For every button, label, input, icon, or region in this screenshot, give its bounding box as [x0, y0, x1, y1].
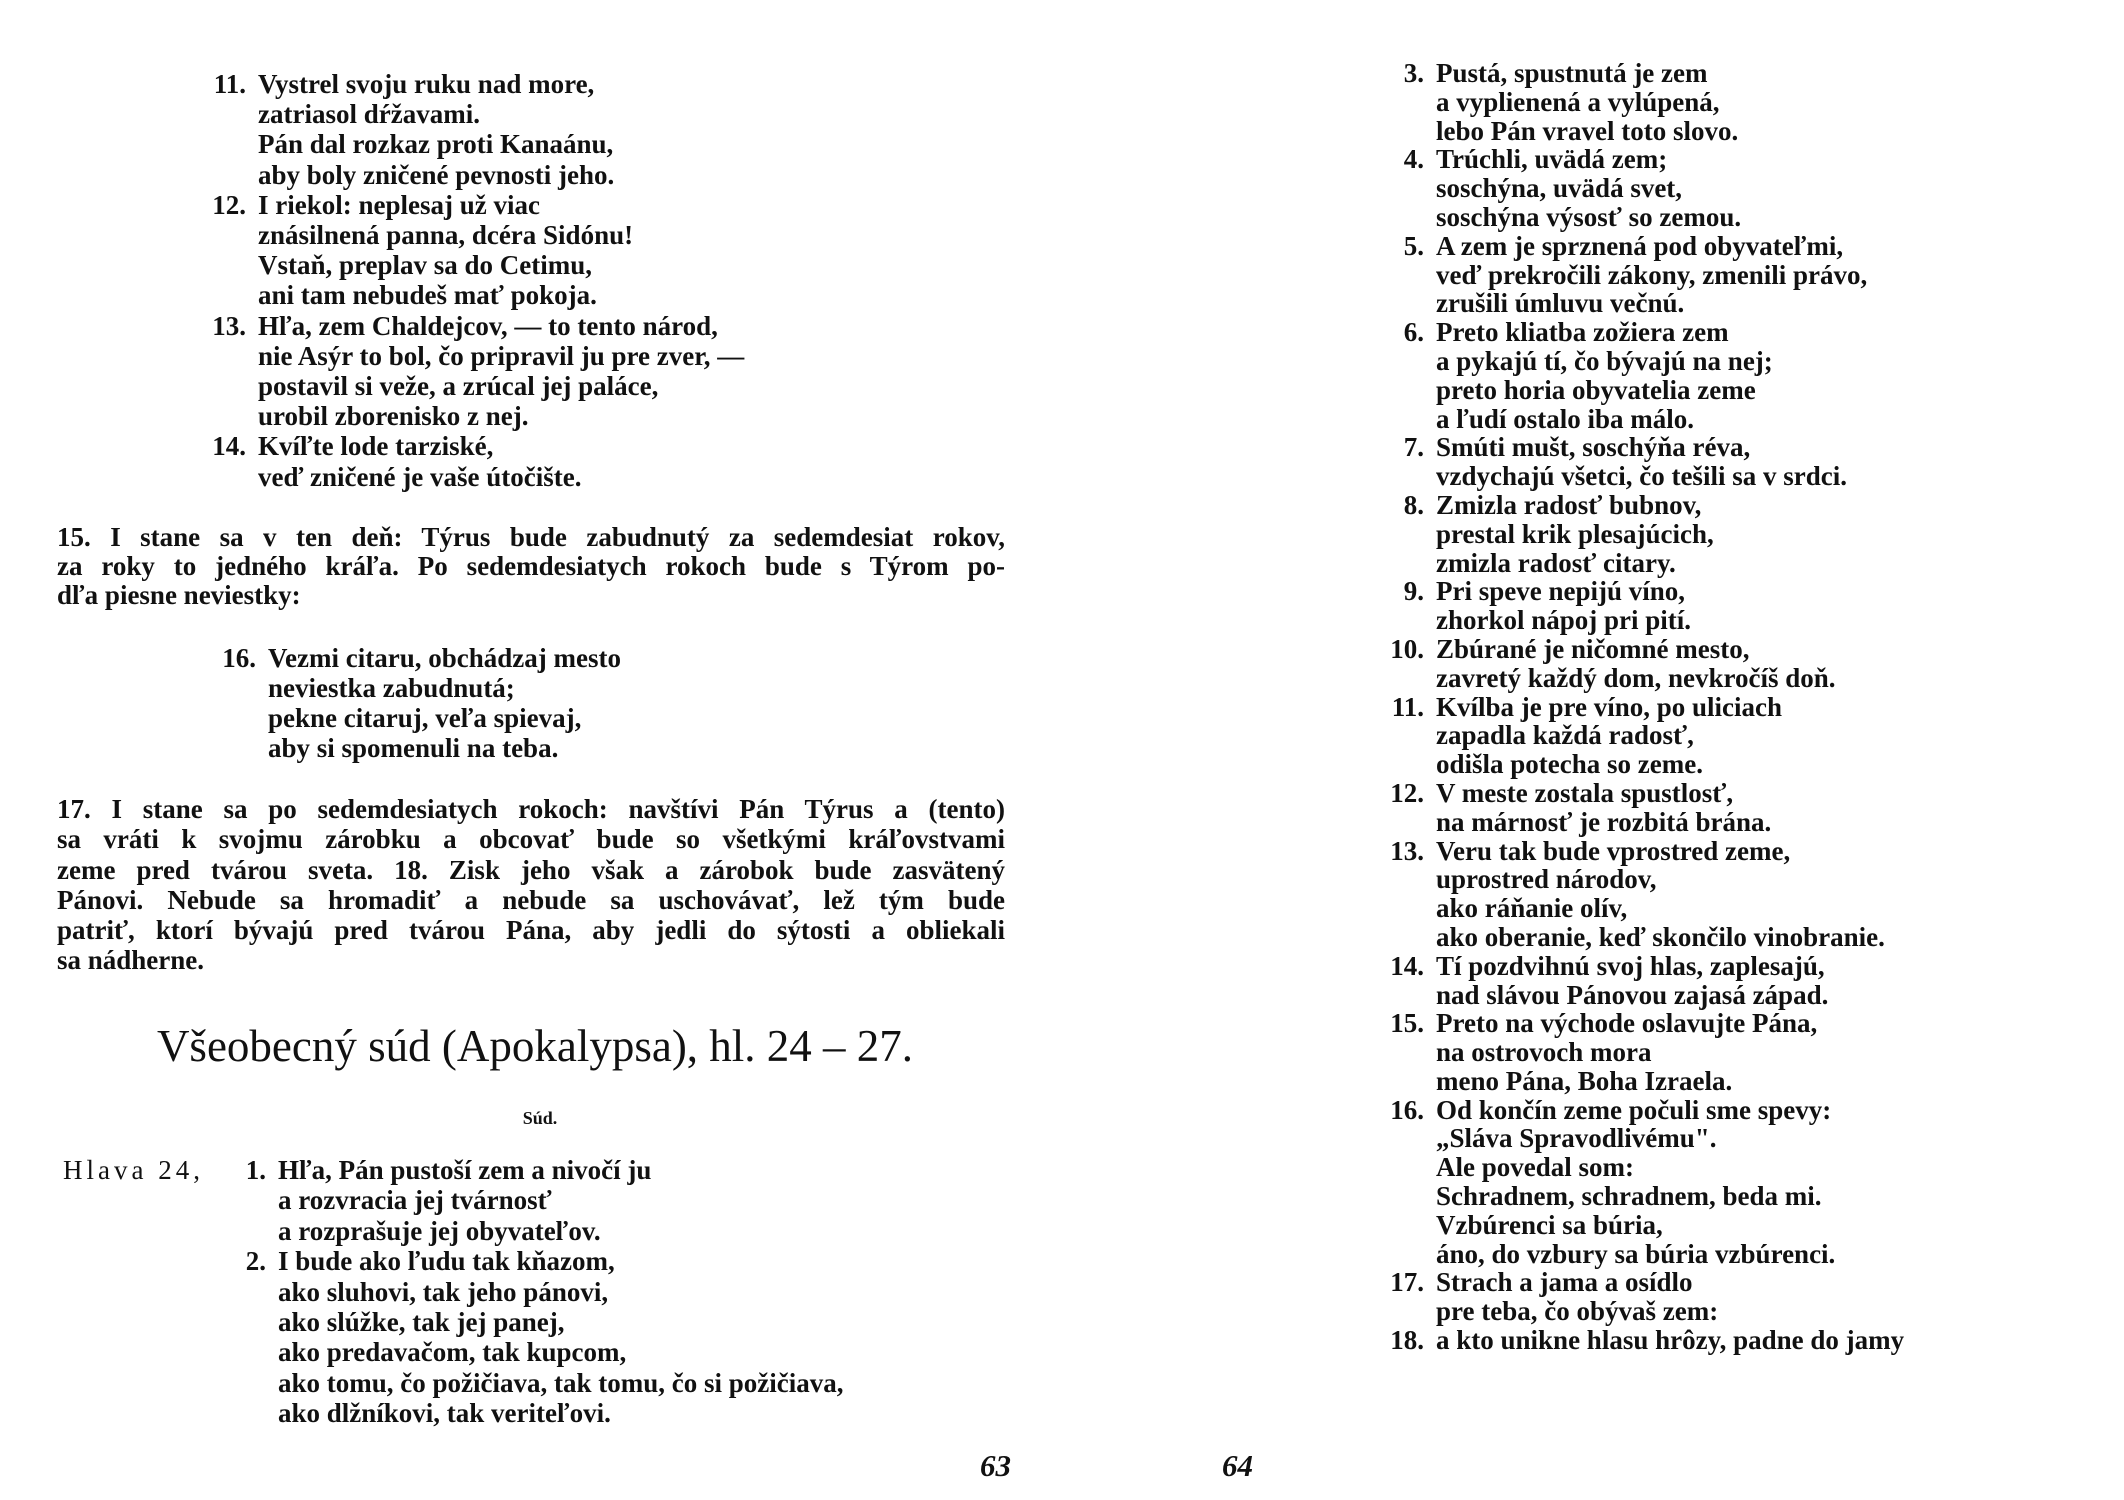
verse-text: áno, do vzbury sa búria vzbúrenci. — [1436, 1238, 1836, 1269]
verse-text: prestal krik plesajúcich, — [1436, 518, 1714, 549]
verse-line — [1390, 1325, 1905, 1356]
paragraph-line: dľa piesne neviestky: — [57, 580, 301, 610]
verse-text: Vezmi citaru, obchádzaj mesto — [268, 643, 621, 673]
verse-text: a ľudí ostalo iba málo. — [1436, 403, 1694, 434]
verse-line — [278, 1307, 843, 1337]
verse-line — [1390, 1008, 1904, 1039]
verse-line — [1436, 117, 1904, 146]
verse-line — [278, 1216, 843, 1246]
verse-number: 16. — [1390, 1094, 1424, 1125]
page-number: 63 — [980, 1448, 1011, 1483]
verse-text: a pykajú tí, čo bývajú na nej; — [1436, 345, 1773, 376]
verse-text: ako dlžníkovi, tak veriteľovi. — [278, 1398, 611, 1429]
verse-line — [1436, 750, 1904, 779]
verse-line — [1436, 894, 1904, 923]
verse-text: Schradnem, schradnem, beda mi. — [1436, 1181, 1822, 1212]
verse-number: 7. — [1403, 432, 1424, 463]
verse-line — [278, 1398, 843, 1428]
verse-line — [1436, 1067, 1904, 1096]
verse-text: a rozvracia jej tvárnosť — [278, 1185, 552, 1216]
verse-line — [1403, 489, 1904, 520]
verse-line — [1403, 58, 1904, 88]
paragraph-verse-15 — [57, 523, 1005, 610]
verse-number: 15. — [1390, 1008, 1424, 1039]
verse-line — [258, 129, 744, 159]
verse-text: Ale povedal som: — [1436, 1152, 1634, 1183]
verse-number: 14. — [212, 431, 246, 462]
verse-text: ani tam nebudeš mať pokoja. — [258, 280, 597, 311]
verse-line — [258, 371, 744, 401]
verse-line — [1390, 950, 1904, 981]
verse-number: 6. — [1403, 317, 1424, 348]
verse-text: zavretý každý dom, nevkročíš doň. — [1436, 662, 1836, 693]
verse-line — [1436, 520, 1904, 549]
verse-line — [258, 341, 744, 371]
verse-line — [278, 1185, 843, 1215]
verse-text: uprostred národov, — [1436, 864, 1657, 895]
verse-number: 12. — [1390, 777, 1424, 808]
verse-text: Hľa, Pán pustoší zem a nivočí ju — [278, 1155, 652, 1185]
verse-number: 5. — [1403, 230, 1424, 261]
verse-text: soschýna výsosť so zemou. — [1436, 201, 1742, 232]
verse-line — [1436, 88, 1904, 117]
verse-line — [1403, 576, 1904, 607]
verse-line — [1436, 1153, 1904, 1182]
verse-line — [1436, 261, 1904, 290]
verse-text: a vyplienená a vylúpená, — [1436, 86, 1720, 117]
verse-text: Kvíľte lode tarziské, — [258, 431, 494, 462]
verse-number: 12. — [212, 189, 246, 220]
verse-line — [1436, 606, 1904, 635]
verse-text: Hľa, zem Chaldejcov, — to tento národ, — [258, 310, 718, 341]
verse-text: postavil si veže, a zrúcal jej paláce, — [258, 371, 659, 402]
verse-text: ako ráňanie olív, — [1436, 893, 1628, 924]
verse-number: 8. — [1403, 489, 1424, 520]
verse-line — [1436, 1297, 1904, 1326]
verse-text: Zbúrané je ničomné mesto, — [1436, 633, 1750, 664]
verse-line — [278, 1368, 843, 1398]
verse-text: I bude ako ľudu tak kňazom, — [278, 1246, 615, 1277]
verse-text: I riekol: neplesaj už viac — [258, 189, 540, 220]
paragraph-line: za roky to jedného kráľa. Po sedemdesiatych rokoch bude s Týrom po- — [57, 551, 1005, 581]
verse-number: 1. — [245, 1155, 266, 1185]
verse-text: Pri speve nepijú víno, — [1436, 576, 1686, 607]
verse-line — [1403, 144, 1904, 175]
verse-block-chapter-24-continued — [1390, 58, 1905, 1356]
verse-number: 3. — [1403, 58, 1424, 88]
verse-text: zhorkol nápoj pri pití. — [1436, 605, 1692, 636]
verse-line — [245, 1246, 843, 1277]
verse-number: 10. — [1390, 633, 1424, 664]
verse-text: ako slúžke, tak jej panej, — [278, 1307, 565, 1338]
verse-number: 11. — [1391, 691, 1424, 722]
right-page — [1062, 0, 2124, 1500]
verse-text: Pán dal rozkaz proti Kanaánu, — [258, 129, 614, 160]
verse-text: nie Asýr to bol, čo pripravil ju pre zver, — — [258, 340, 745, 371]
verse-line — [1436, 174, 1904, 203]
paragraph-line: patriť, ktorí bývajú pred tvárou Pána, aby jedli do sýtosti a obliekali — [57, 915, 1005, 946]
verse-line — [1403, 317, 1904, 348]
verse-line — [1403, 432, 1904, 463]
verse-line — [1436, 405, 1904, 434]
verse-text: Zmizla radosť bubnov, — [1436, 489, 1702, 520]
verse-text: Smúti mušt, soschýňa réva, — [1436, 432, 1751, 463]
verse-text: Preto na východe oslavujte Pána, — [1436, 1008, 1818, 1039]
verse-line — [1436, 923, 1904, 952]
verse-line — [1436, 289, 1904, 318]
verse-text: Tí pozdvihnú svoj hlas, zaplesajú, — [1436, 950, 1825, 981]
verse-text: Kvílba je pre víno, po uliciach — [1436, 691, 1783, 722]
verse-number: 17. — [1390, 1267, 1424, 1298]
verse-line — [1436, 376, 1904, 405]
verse-text: neviestka zabudnutá; — [268, 673, 515, 703]
verse-text: Strach a jama a osídlo — [1436, 1267, 1693, 1298]
verse-text: aby si spomenuli na teba. — [268, 733, 559, 763]
verse-line — [1436, 1211, 1904, 1240]
verse-text: Vstaň, preplav sa do Cetimu, — [258, 250, 593, 281]
verse-text: Veru tak bude vprostred zeme, — [1436, 835, 1791, 866]
chapter-label: Hlava 24, — [63, 1155, 204, 1185]
verse-text: zapadla každá radosť, — [1436, 720, 1694, 751]
verse-line — [1436, 865, 1904, 894]
verse-text: „Sláva Spravodlivému". — [1436, 1123, 1717, 1154]
verse-line — [212, 189, 744, 220]
verse-text: ako oberanie, keď skončilo vinobranie. — [1436, 921, 1885, 952]
verse-text: veď prekročili zákony, zmenili právo, — [1436, 259, 1868, 290]
verse-line — [1436, 664, 1904, 693]
verse-text: nad slávou Pánovou zajasá západ. — [1436, 979, 1829, 1010]
verse-text: ako sluhovi, tak jeho pánovi, — [278, 1276, 609, 1307]
verse-text: Vystrel svoju ruku nad more, — [258, 69, 595, 99]
verse-text: a kto unikne hlasu hrôzy, padne do jamy — [1436, 1325, 1905, 1356]
verse-line — [1436, 462, 1904, 491]
verse-text: znásilnená panna, dcéra Sidónu! — [258, 220, 634, 251]
verse-line — [258, 401, 744, 431]
verse-line — [258, 280, 744, 310]
verse-line — [258, 462, 744, 492]
verse-line — [1390, 633, 1904, 664]
verse-line — [258, 250, 744, 280]
verse-text: A zem je sprznená pod obyvateľmi, — [1436, 230, 1844, 261]
verse-text: zrušili úmluvu večnú. — [1436, 288, 1685, 319]
verse-number: 13. — [212, 310, 246, 341]
verse-line — [245, 1155, 843, 1185]
verse-line — [222, 643, 621, 673]
paragraph-line: 17. I stane sa po sedemdesiatych rokoch: navštívi Pán Týrus a (tento) — [57, 794, 1005, 824]
verse-text: Od končín zeme počuli sme spevy: — [1436, 1094, 1832, 1125]
verse-text: Vzbúrenci sa búria, — [1436, 1209, 1663, 1240]
verse-line — [258, 99, 744, 129]
paragraph-line: sa nádherne. — [57, 945, 205, 976]
verse-line — [268, 733, 621, 763]
verse-line — [258, 220, 744, 250]
verse-line — [268, 673, 621, 703]
verse-line — [1436, 549, 1904, 578]
verse-line — [1390, 1267, 1904, 1298]
verse-text: Preto kliatba zožiera zem — [1436, 317, 1729, 348]
verse-line — [278, 1337, 843, 1367]
verse-line — [1403, 230, 1904, 261]
verse-line — [1390, 1094, 1904, 1125]
verse-text: lebo Pán vravel toto slovo. — [1436, 115, 1739, 146]
verse-line — [213, 69, 744, 99]
verse-line — [212, 431, 744, 462]
verse-text: meno Pána, Boha Izraela. — [1436, 1065, 1733, 1096]
verse-text: Trúchli, uvädá zem; — [1436, 144, 1668, 175]
verse-line — [1436, 1038, 1904, 1067]
verse-text: na márnosť je rozbitá brána. — [1436, 806, 1772, 837]
verse-text: zmizla radosť citary. — [1436, 547, 1676, 578]
verse-text: a rozprašuje jej obyvateľov. — [278, 1215, 601, 1246]
verse-line — [1436, 203, 1904, 232]
verse-line — [1436, 1124, 1904, 1153]
verse-number: 16. — [222, 643, 256, 673]
verse-block-16 — [222, 643, 621, 763]
verse-text: ako predavačom, tak kupcom, — [278, 1337, 627, 1368]
verse-line — [1436, 1240, 1904, 1269]
verse-block-isaiah-23 — [212, 69, 745, 492]
verse-text: zatriasol dŕžavami. — [258, 99, 480, 130]
verse-line — [1390, 835, 1904, 866]
paragraph-line: sa vráti k svojmu zárobku a obcovať bude so všetkými kráľovstvami — [57, 824, 1005, 855]
verse-text: veď zničené je vaše útočište. — [258, 461, 582, 492]
section-subtitle: Súd. — [522, 1108, 558, 1128]
verse-text: odišla potecha so zeme. — [1436, 749, 1703, 780]
verse-text: preto horia obyvatelia zeme — [1436, 374, 1756, 405]
paragraph-verse-17-18 — [57, 794, 1005, 976]
verse-text: ako tomu, čo požičiava, tak tomu, čo si požičiava, — [278, 1367, 844, 1398]
verse-text: vzdychajú všetci, čo tešili sa v srdci. — [1436, 461, 1847, 492]
verse-line — [268, 703, 621, 733]
verse-text: na ostrovoch mora — [1436, 1037, 1652, 1068]
paragraph-line: zeme pred tvárou sveta. 18. Zisk jeho však a zárobok bude zasvätený — [57, 854, 1005, 885]
verse-line — [1436, 1182, 1904, 1211]
verse-line — [212, 310, 744, 341]
verse-number: 11. — [213, 69, 246, 99]
verse-number: 2. — [245, 1246, 266, 1277]
paragraph-line: 15. I stane sa v ten deň: Týrus bude zabudnutý za sedemdesiat rokov, — [57, 522, 1005, 552]
verse-number: 9. — [1403, 576, 1424, 607]
section-title: Všeobecný súd (Apokalypsa), hl. 24 – 27. — [156, 1021, 914, 1071]
verse-number: 14. — [1390, 950, 1424, 981]
verse-line — [1436, 808, 1904, 837]
verse-line — [1390, 777, 1904, 808]
verse-text: pekne citaruj, veľa spievaj, — [268, 703, 582, 733]
verse-line — [1436, 981, 1904, 1010]
verse-number: 4. — [1403, 144, 1424, 175]
verse-block-chapter-24 — [245, 1155, 844, 1429]
verse-line — [1436, 721, 1904, 750]
paragraph-line: Pánovi. Nebude sa hromadiť a nebude sa uschovávať, lež tým bude — [57, 884, 1005, 915]
verse-text: V meste zostala spustlosť, — [1436, 777, 1734, 808]
page-number: 64 — [1222, 1448, 1253, 1483]
verse-text: Pustá, spustnutá je zem — [1436, 58, 1708, 88]
verse-text: soschýna, uvädá svet, — [1436, 173, 1683, 204]
verse-text: pre teba, čo obývaš zem: — [1436, 1296, 1719, 1327]
verse-line — [278, 1277, 843, 1307]
verse-line — [1436, 347, 1904, 376]
verse-number: 13. — [1390, 835, 1424, 866]
verse-line — [258, 160, 744, 190]
verse-text: urobil zborenisko z nej. — [258, 401, 529, 432]
verse-line — [1391, 691, 1904, 722]
verse-text: aby boly zničené pevnosti jeho. — [258, 159, 615, 190]
verse-number: 18. — [1390, 1325, 1424, 1356]
